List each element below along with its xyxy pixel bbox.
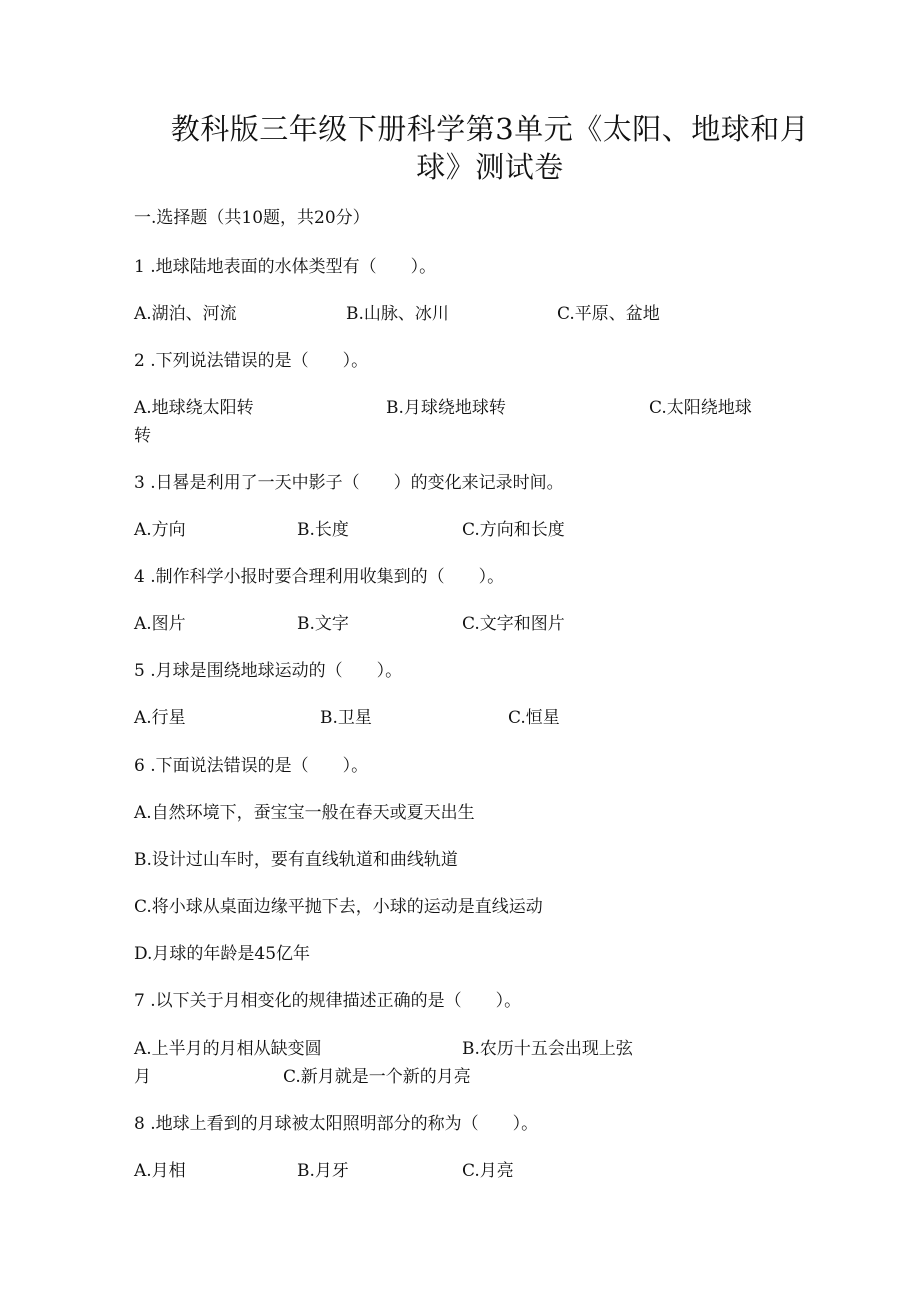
question-7-stem: 7 .以下关于月相变化的规律描述正确的是（ ）。 [134,991,522,1011]
question-5-option-a: A.行星 [134,708,186,728]
question-2-option-a: A.地球绕太阳转 [134,398,254,418]
question-6-stem: 6 .下面说法错误的是（ ）。 [134,756,369,776]
question-3-option-c: C.方向和长度 [462,520,565,540]
question-8-option-b: B.月牙 [297,1161,349,1181]
question-2-option-c: C.太阳绕地球 [649,398,752,418]
question-7-option-b-wrap: 月 [134,1067,151,1087]
question-7-option-a: A.上半月的月相从缺变圆 [134,1039,322,1059]
question-8-option-a: A.月相 [134,1161,186,1181]
question-3-option-a: A.方向 [134,520,186,540]
question-3-stem: 3 .日晷是利用了一天中影子（ ）的变化来记录时间。 [134,473,564,493]
question-1-option-a: A.湖泊、河流 [134,304,237,324]
question-4-option-c: C.文字和图片 [462,614,565,634]
document-title-line-2: 球》测试卷 [416,150,564,184]
question-6-option-b: B.设计过山车时，要有直线轨道和曲线轨道 [134,850,458,870]
question-6-option-c: C.将小球从桌面边缘平抛下去，小球的运动是直线运动 [134,897,543,917]
question-7-option-c: C.新月就是一个新的月亮 [283,1067,471,1087]
question-2-stem: 2 .下列说法错误的是（ ）。 [134,351,369,371]
question-2-option-b: B.月球绕地球转 [386,398,506,418]
question-5-stem: 5 .月球是围绕地球运动的（ ）。 [134,661,403,681]
question-8-stem: 8 .地球上看到的月球被太阳照明部分的称为（ ）。 [134,1114,539,1134]
question-1-stem: 1 .地球陆地表面的水体类型有（ ）。 [134,257,437,277]
question-8-option-c: C.月亮 [462,1161,514,1181]
question-5-option-c: C.恒星 [508,708,560,728]
question-3-option-b: B.长度 [297,520,349,540]
question-5-option-b: B.卫星 [320,708,372,728]
question-2-option-c-wrap: 转 [134,426,151,446]
question-4-stem: 4 .制作科学小报时要合理利用收集到的（ ）。 [134,567,505,587]
question-6-option-a: A.自然环境下，蚕宝宝一般在春天或夏天出生 [134,803,475,823]
question-6-option-d: D.月球的年龄是45亿年 [134,944,311,964]
question-1-option-c: C.平原、盆地 [557,304,660,324]
document-title-line-1: 教科版三年级下册科学第3单元《太阳、地球和月 [170,112,810,146]
question-4-option-a: A.图片 [134,614,186,634]
question-1-option-b: B.山脉、冰川 [346,304,449,324]
section-heading: 一.选择题（共10题，共20分） [134,208,370,228]
question-7-option-b: B.农历十五会出现上弦 [462,1039,633,1059]
question-4-option-b: B.文字 [297,614,349,634]
